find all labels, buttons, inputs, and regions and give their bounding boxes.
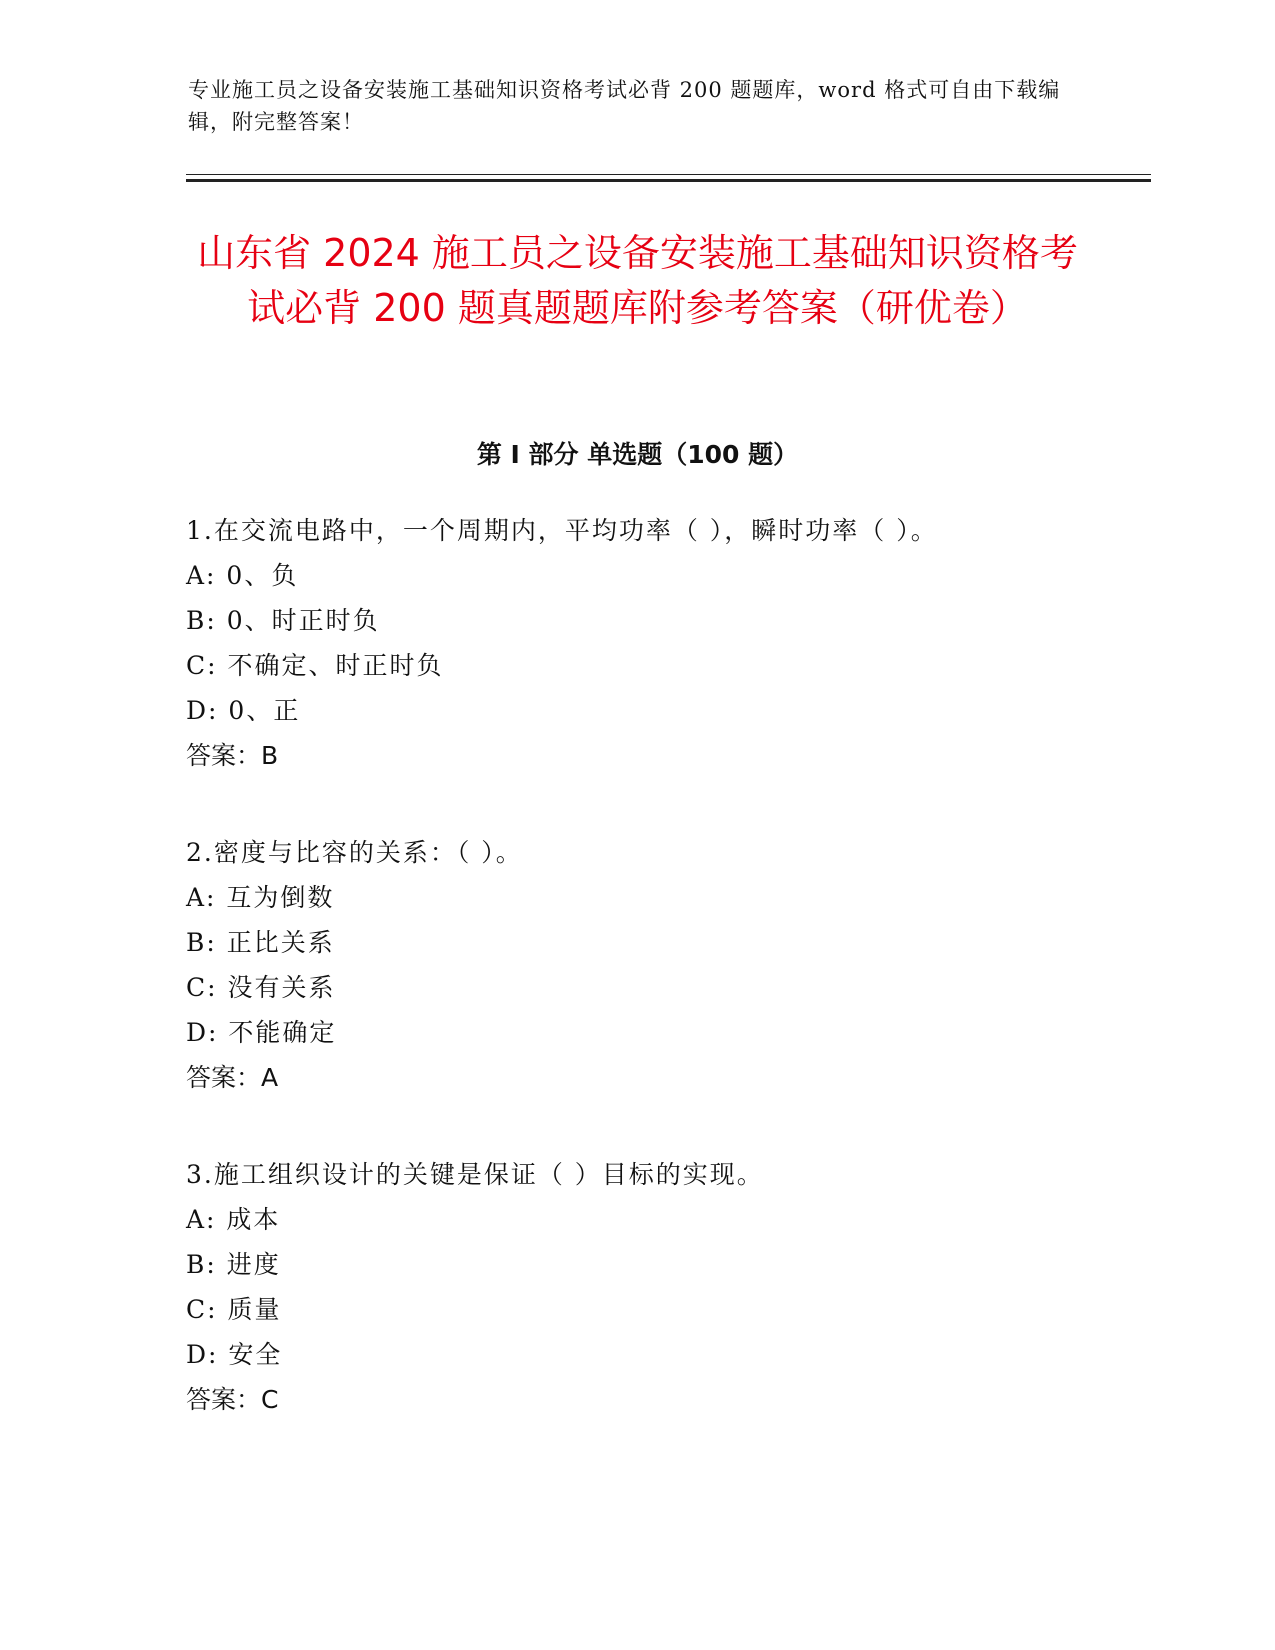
answer: 答案：C bbox=[186, 1385, 279, 1414]
option-c: C: 没有关系 bbox=[186, 973, 336, 1002]
document-title: 山东省 2024 施工员之设备安装施工基础知识资格考试必背 200 题真题题库附参考答案（研优卷） bbox=[197, 231, 1078, 330]
question-2 bbox=[186, 830, 1166, 1100]
header-note: 专业施工员之设备安装施工基础知识资格考试必背 200 题题库，word 格式可自由下载编辑，附完整答案！ bbox=[188, 78, 1061, 134]
section-title: 第 I 部分 单选题（100 题） bbox=[476, 440, 799, 469]
option-a: A: 0、负 bbox=[186, 561, 299, 590]
question-stem: 2.密度与比容的关系：（ ）。 bbox=[186, 838, 523, 867]
question-3 bbox=[186, 1152, 1166, 1422]
option-b: B: 进度 bbox=[186, 1250, 281, 1279]
option-c: C: 质量 bbox=[186, 1295, 282, 1324]
option-d: D: 0、正 bbox=[186, 696, 301, 725]
question-stem: 3.施工组织设计的关键是保证（ ）目标的实现。 bbox=[186, 1160, 764, 1189]
header-rule-thick bbox=[186, 179, 1151, 182]
option-a: A: 互为倒数 bbox=[186, 883, 335, 912]
header-rule-thin bbox=[186, 174, 1151, 175]
option-d: D: 安全 bbox=[186, 1340, 283, 1369]
option-d: D: 不能确定 bbox=[186, 1018, 337, 1047]
option-b: B: 0、时正时负 bbox=[186, 606, 380, 635]
question-stem: 1.在交流电路中，一个周期内，平均功率（ ），瞬时功率（ ）。 bbox=[186, 516, 938, 545]
question-1 bbox=[186, 508, 1166, 778]
option-a: A: 成本 bbox=[186, 1205, 281, 1234]
option-b: B: 正比关系 bbox=[186, 928, 335, 957]
answer: 答案：A bbox=[186, 1063, 279, 1092]
option-c: C: 不确定、时正时负 bbox=[186, 651, 444, 680]
answer: 答案：B bbox=[186, 741, 279, 770]
